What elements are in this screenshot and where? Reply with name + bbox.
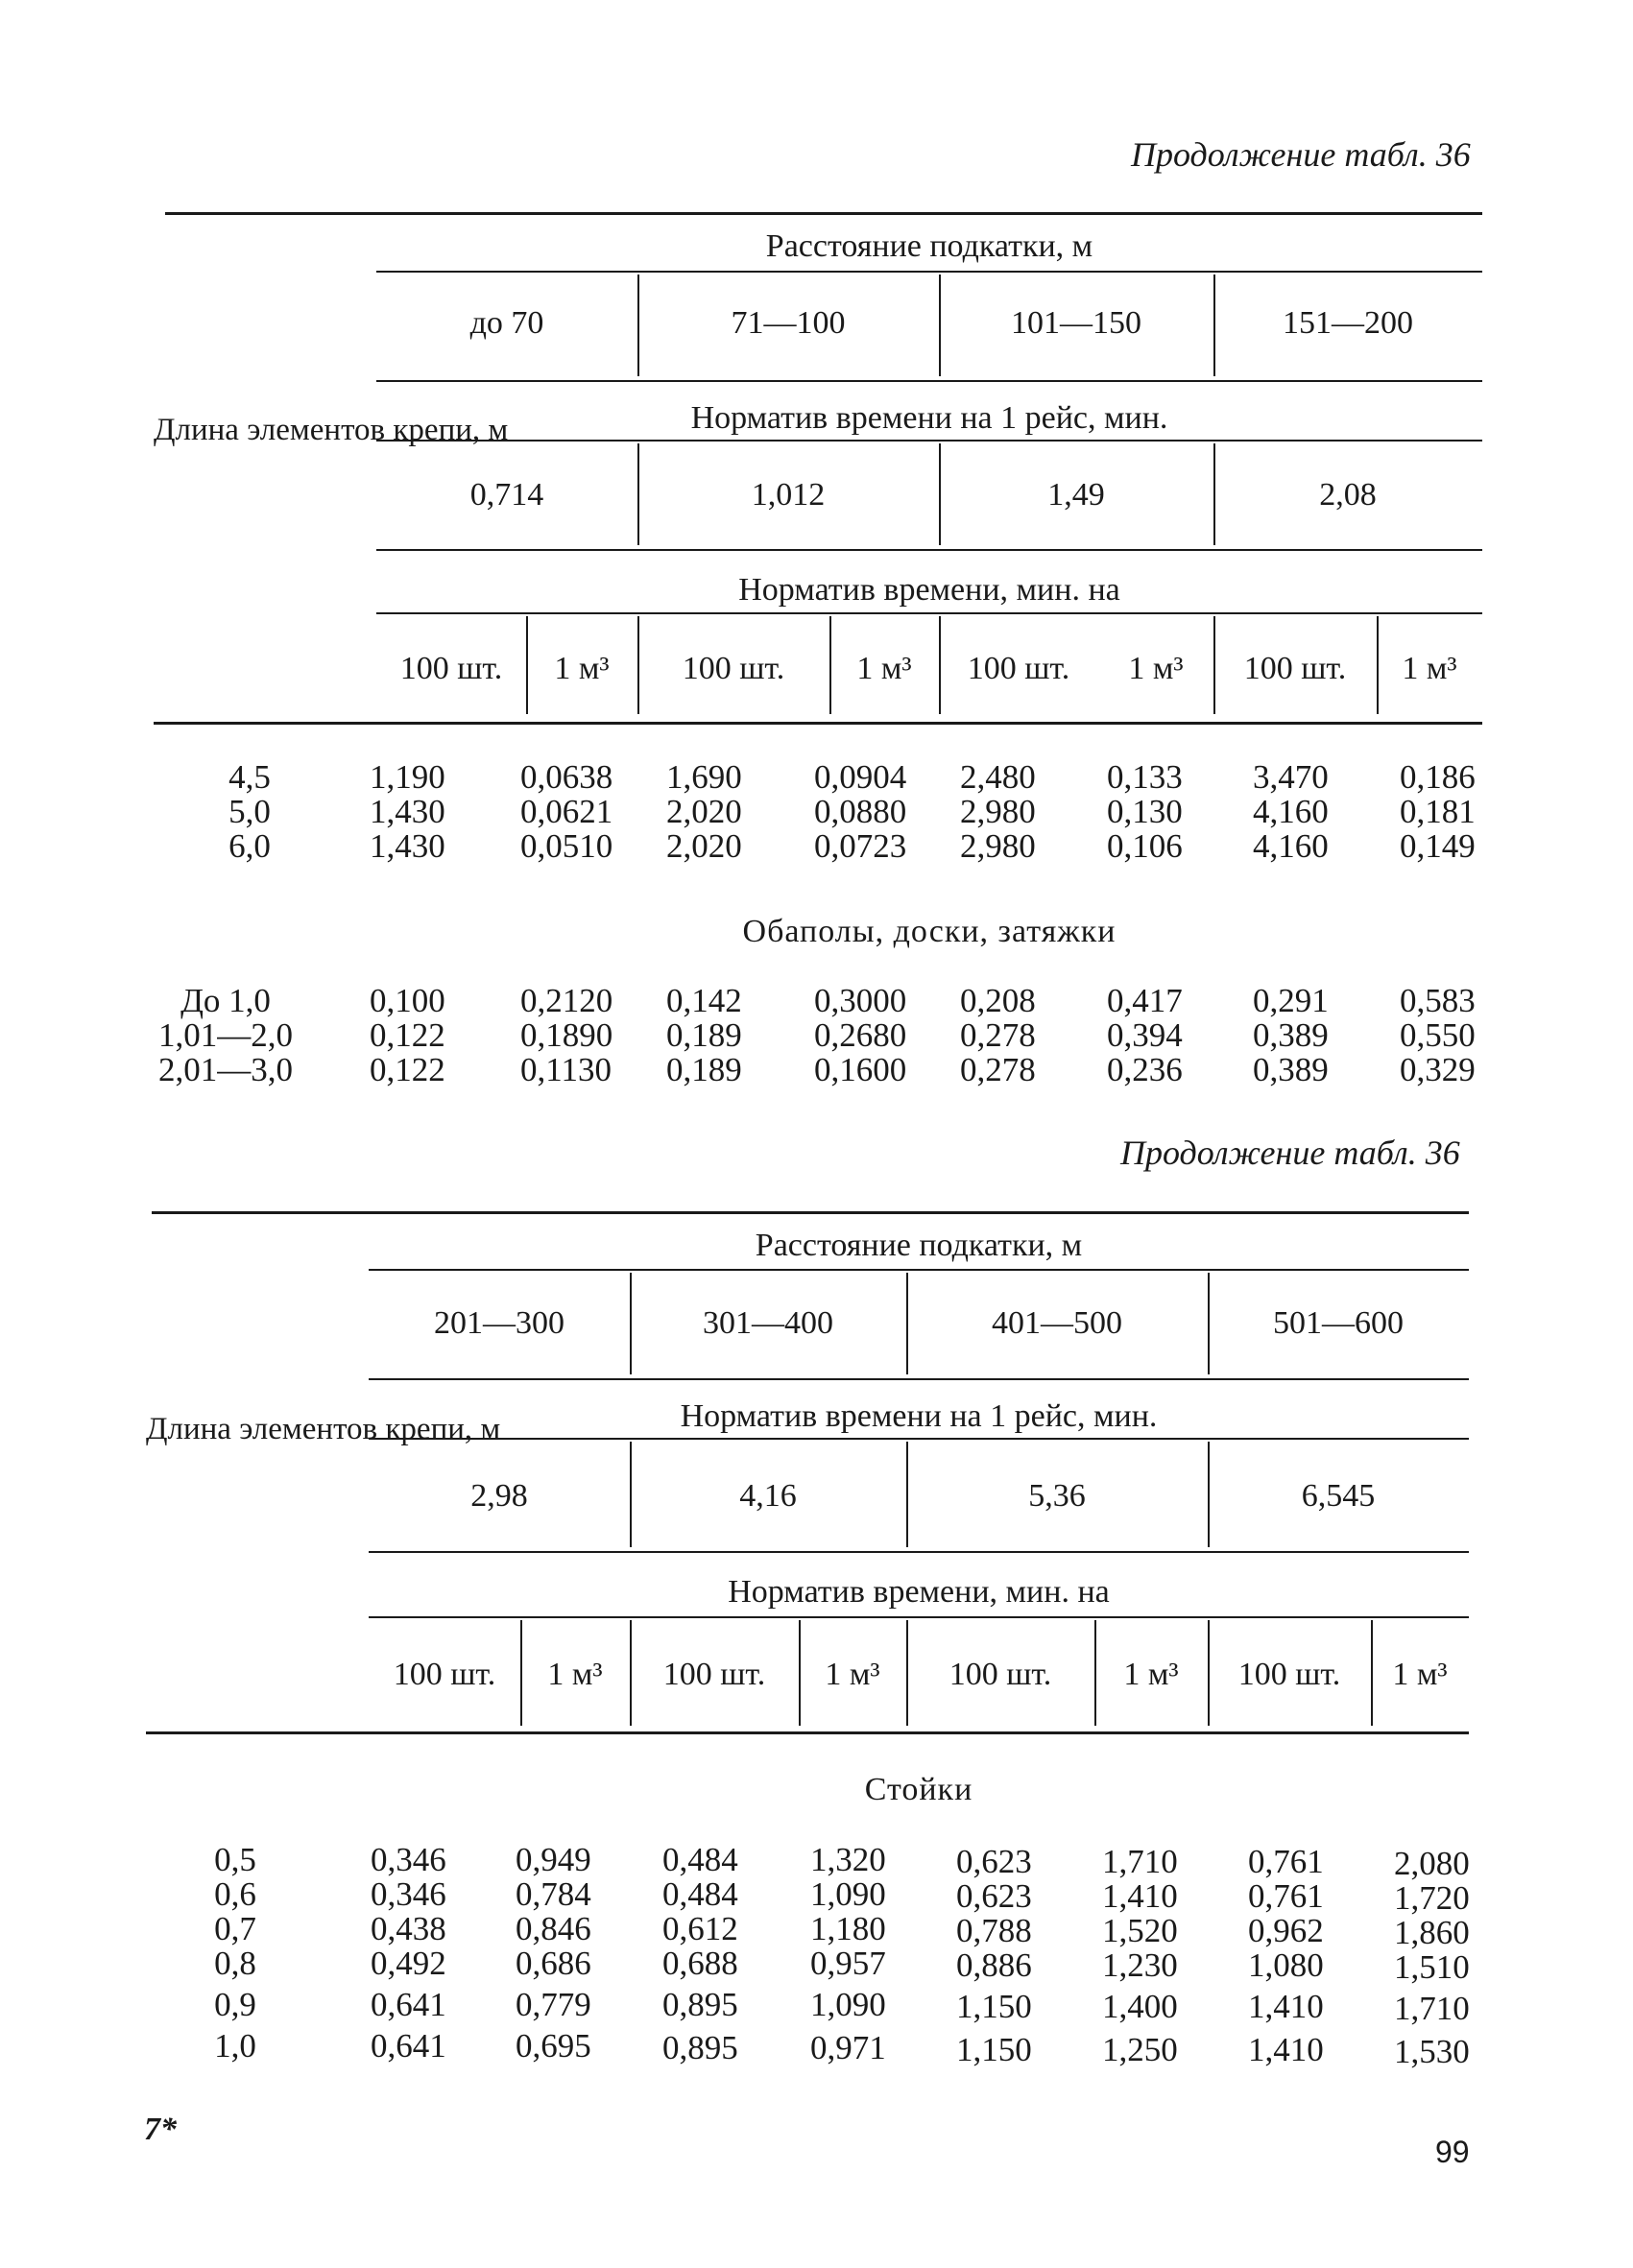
rule xyxy=(376,549,1482,551)
row-length: 1,0 xyxy=(214,2027,256,2065)
unit-label: 100 шт. xyxy=(682,651,785,686)
cell-value: 0,142 xyxy=(666,982,742,1019)
col-divider xyxy=(1208,1273,1210,1374)
cell-value: 1,410 xyxy=(1102,1877,1178,1915)
trip-norm: 0,714 xyxy=(469,477,544,513)
unit-label: 1 м³ xyxy=(547,1657,603,1692)
cell-value: 0,761 xyxy=(1248,1843,1324,1880)
cell-value: 0,278 xyxy=(960,1016,1036,1054)
cell-value: 0,130 xyxy=(1107,793,1183,830)
cell-value: 0,1600 xyxy=(814,1051,907,1088)
unit-label: 100 шт. xyxy=(393,1657,496,1692)
col-divider xyxy=(799,1620,801,1726)
cell-value: 1,430 xyxy=(370,827,445,865)
cell-value: 0,612 xyxy=(662,1910,738,1947)
cell-value: 1,710 xyxy=(1102,1843,1178,1880)
cell-value: 0,122 xyxy=(370,1016,445,1054)
table-header-bottom-rule xyxy=(154,722,1482,725)
row-length: 1,01—2,0 xyxy=(158,1016,293,1054)
cell-value: 0,417 xyxy=(1107,982,1183,1019)
cell-value: 0,761 xyxy=(1248,1877,1324,1915)
cell-value: 4,160 xyxy=(1253,793,1329,830)
cell-value: 0,2120 xyxy=(520,982,613,1019)
cell-value: 0,389 xyxy=(1253,1051,1329,1088)
unit-norm-header: Норматив времени, мин. на xyxy=(728,1574,1110,1610)
cell-value: 0,971 xyxy=(810,2029,886,2066)
distance-range: 201—300 xyxy=(434,1305,564,1341)
cell-value: 1,720 xyxy=(1394,1879,1470,1917)
cell-value: 2,020 xyxy=(666,827,742,865)
unit-label: 1 м³ xyxy=(1128,651,1184,686)
cell-value: 0,3000 xyxy=(814,982,907,1019)
trip-norm: 6,545 xyxy=(1301,1478,1376,1514)
cell-value: 0,641 xyxy=(371,1986,446,2023)
rule xyxy=(376,440,1482,442)
section-title: Обаполы, доски, затяжки xyxy=(742,914,1117,949)
page-number: 99 xyxy=(1435,2135,1470,2169)
cell-value: 0,278 xyxy=(960,1051,1036,1088)
col-divider xyxy=(1094,1620,1096,1726)
cell-value: 0,1890 xyxy=(520,1016,613,1054)
cell-value: 0,100 xyxy=(370,982,445,1019)
cell-value: 0,0638 xyxy=(520,758,613,796)
cell-value: 0,189 xyxy=(666,1016,742,1054)
row-length: 6,0 xyxy=(228,827,271,865)
col-divider xyxy=(939,443,941,545)
cell-value: 1,410 xyxy=(1248,1988,1324,2025)
row-length: 4,5 xyxy=(228,758,271,796)
table-top-rule xyxy=(165,212,1482,215)
cell-value: 0,1130 xyxy=(520,1051,612,1088)
unit-label: 1 м³ xyxy=(856,651,912,686)
cell-value: 0,389 xyxy=(1253,1016,1329,1054)
unit-label: 100 шт. xyxy=(662,1657,766,1692)
trip-norm: 5,36 xyxy=(1028,1478,1086,1514)
cell-value: 2,980 xyxy=(960,793,1036,830)
cell-value: 0,122 xyxy=(370,1051,445,1088)
col-divider xyxy=(526,616,528,714)
col-divider xyxy=(939,616,941,714)
cell-value: 0,641 xyxy=(371,2027,446,2065)
cell-value: 0,895 xyxy=(662,2029,738,2066)
rule xyxy=(376,612,1482,614)
rule xyxy=(369,1269,1469,1271)
cell-value: 0,394 xyxy=(1107,1016,1183,1054)
unit-label: 1 м³ xyxy=(1392,1657,1448,1692)
cell-value: 1,230 xyxy=(1102,1946,1178,1984)
cell-value: 0,2680 xyxy=(814,1016,907,1054)
row-length: 0,8 xyxy=(214,1945,256,1982)
cell-value: 0,484 xyxy=(662,1875,738,1913)
distance-range: 71—100 xyxy=(731,305,846,341)
unit-label: 100 шт. xyxy=(1237,1657,1341,1692)
col-divider xyxy=(1371,1620,1373,1726)
rule xyxy=(376,380,1482,382)
cell-value: 0,623 xyxy=(956,1877,1032,1915)
cell-value: 1,090 xyxy=(810,1875,886,1913)
rule xyxy=(369,1378,1469,1380)
row-length: До 1,0 xyxy=(180,982,271,1019)
row-length: 0,9 xyxy=(214,1986,256,2023)
cell-value: 1,520 xyxy=(1102,1912,1178,1949)
cell-value: 0,886 xyxy=(956,1946,1032,1984)
cell-value: 2,980 xyxy=(960,827,1036,865)
cell-value: 3,470 xyxy=(1253,758,1329,796)
row-length: 0,7 xyxy=(214,1910,256,1947)
unit-norm-header: Норматив времени, мин. на xyxy=(738,572,1120,608)
col-divider xyxy=(520,1620,522,1726)
cell-value: 0,0880 xyxy=(814,793,907,830)
continuation-label: Продолжение табл. 36 xyxy=(1120,1134,1460,1172)
cell-value: 0,0621 xyxy=(520,793,613,830)
cell-value: 0,686 xyxy=(516,1945,591,1982)
section-title: Стойки xyxy=(864,1772,973,1807)
distance-range: 101—150 xyxy=(1011,305,1141,341)
cell-value: 0,346 xyxy=(371,1875,446,1913)
trip-norm: 4,16 xyxy=(739,1478,797,1514)
distance-range: 401—500 xyxy=(992,1305,1122,1341)
cell-value: 1,320 xyxy=(810,1841,886,1878)
trip-norm-header: Норматив времени на 1 рейс, мин. xyxy=(680,1398,1158,1434)
cell-value: 0,106 xyxy=(1107,827,1183,865)
cell-value: 0,949 xyxy=(516,1841,591,1878)
col-divider xyxy=(630,1442,632,1547)
cell-value: 0,688 xyxy=(662,1945,738,1982)
cell-value: 1,150 xyxy=(956,1988,1032,2025)
cell-value: 0,0904 xyxy=(814,758,907,796)
unit-label: 100 шт. xyxy=(1243,651,1347,686)
col-divider xyxy=(1377,616,1379,714)
row-length: 0,6 xyxy=(214,1875,256,1913)
cell-value: 0,779 xyxy=(516,1986,591,2023)
col-divider xyxy=(1213,616,1215,714)
cell-value: 0,695 xyxy=(516,2027,591,2065)
cell-value: 1,180 xyxy=(810,1910,886,1947)
cell-value: 0,957 xyxy=(810,1945,886,1982)
cell-value: 2,480 xyxy=(960,758,1036,796)
cell-value: 0,189 xyxy=(666,1051,742,1088)
unit-label: 100 шт. xyxy=(967,651,1070,686)
cell-value: 2,080 xyxy=(1394,1845,1470,1882)
cell-value: 1,410 xyxy=(1248,2031,1324,2068)
cell-value: 0,623 xyxy=(956,1843,1032,1880)
cell-value: 0,149 xyxy=(1400,827,1476,865)
signature-mark: 7* xyxy=(144,2112,177,2147)
row-length: 2,01—3,0 xyxy=(158,1051,293,1088)
col-divider xyxy=(630,1273,632,1374)
continuation-label: Продолжение табл. 36 xyxy=(1131,135,1471,174)
cell-value: 0,484 xyxy=(662,1841,738,1878)
distance-header: Расстояние подкатки, м xyxy=(755,1228,1083,1263)
cell-value: 0,895 xyxy=(662,1986,738,2023)
cell-value: 1,190 xyxy=(370,758,445,796)
cell-value: 0,492 xyxy=(371,1945,446,1982)
table-top-rule xyxy=(152,1211,1469,1214)
cell-value: 0,291 xyxy=(1253,982,1329,1019)
cell-value: 1,090 xyxy=(810,1986,886,2023)
cell-value: 0,236 xyxy=(1107,1051,1183,1088)
cell-value: 1,150 xyxy=(956,2031,1032,2068)
unit-label: 1 м³ xyxy=(1402,651,1457,686)
cell-value: 0,0723 xyxy=(814,827,907,865)
col-divider xyxy=(939,275,941,376)
trip-norm: 2,08 xyxy=(1319,477,1377,513)
cell-value: 1,400 xyxy=(1102,1988,1178,2025)
col-divider xyxy=(637,275,639,376)
cell-value: 1,080 xyxy=(1248,1946,1324,1984)
row-length: 0,5 xyxy=(214,1841,256,1878)
cell-value: 0,0510 xyxy=(520,827,613,865)
cell-value: 1,690 xyxy=(666,758,742,796)
cell-value: 1,710 xyxy=(1394,1990,1470,2027)
unit-label: 100 шт. xyxy=(399,651,503,686)
cell-value: 4,160 xyxy=(1253,827,1329,865)
col-divider xyxy=(829,616,831,714)
trip-norm: 1,012 xyxy=(751,477,826,513)
col-divider xyxy=(906,1442,908,1547)
col-divider xyxy=(637,443,639,545)
col-divider xyxy=(1213,443,1215,545)
rule xyxy=(376,271,1482,273)
unit-label: 1 м³ xyxy=(1123,1657,1179,1692)
trip-norm: 2,98 xyxy=(470,1478,528,1514)
row-length: 5,0 xyxy=(228,793,271,830)
col-divider xyxy=(906,1620,908,1726)
table-header-bottom-rule xyxy=(146,1731,1469,1734)
stub-header: Длина элементов крепи, м xyxy=(154,413,509,447)
cell-value: 1,530 xyxy=(1394,2033,1470,2070)
cell-value: 0,784 xyxy=(516,1875,591,1913)
cell-value: 0,329 xyxy=(1400,1051,1476,1088)
cell-value: 1,860 xyxy=(1394,1914,1470,1951)
cell-value: 0,181 xyxy=(1400,793,1476,830)
cell-value: 0,583 xyxy=(1400,982,1476,1019)
cell-value: 0,788 xyxy=(956,1912,1032,1949)
rule xyxy=(369,1438,1469,1440)
cell-value: 0,133 xyxy=(1107,758,1183,796)
cell-value: 1,510 xyxy=(1394,1948,1470,1986)
distance-range: 151—200 xyxy=(1283,305,1413,341)
cell-value: 1,430 xyxy=(370,793,445,830)
unit-label: 1 м³ xyxy=(554,651,610,686)
cell-value: 0,550 xyxy=(1400,1016,1476,1054)
cell-value: 0,438 xyxy=(371,1910,446,1947)
col-divider xyxy=(1213,275,1215,376)
cell-value: 2,020 xyxy=(666,793,742,830)
col-divider xyxy=(637,616,639,714)
rule xyxy=(369,1616,1469,1618)
distance-range: до 70 xyxy=(469,305,544,341)
cell-value: 0,846 xyxy=(516,1910,591,1947)
unit-label: 100 шт. xyxy=(949,1657,1052,1692)
distance-header: Расстояние подкатки, м xyxy=(765,228,1093,264)
col-divider xyxy=(1208,1442,1210,1547)
col-divider xyxy=(630,1620,632,1726)
stub-header: Длина элементов крепи, м xyxy=(146,1412,501,1446)
cell-value: 0,208 xyxy=(960,982,1036,1019)
cell-value: 0,346 xyxy=(371,1841,446,1878)
cell-value: 0,186 xyxy=(1400,758,1476,796)
cell-value: 0,962 xyxy=(1248,1912,1324,1949)
trip-norm: 1,49 xyxy=(1047,477,1105,513)
distance-range: 501—600 xyxy=(1273,1305,1404,1341)
trip-norm-header: Норматив времени на 1 рейс, мин. xyxy=(690,400,1168,436)
col-divider xyxy=(906,1273,908,1374)
col-divider xyxy=(1208,1620,1210,1726)
cell-value: 1,250 xyxy=(1102,2031,1178,2068)
unit-label: 1 м³ xyxy=(825,1657,880,1692)
distance-range: 301—400 xyxy=(703,1305,833,1341)
rule xyxy=(369,1551,1469,1553)
